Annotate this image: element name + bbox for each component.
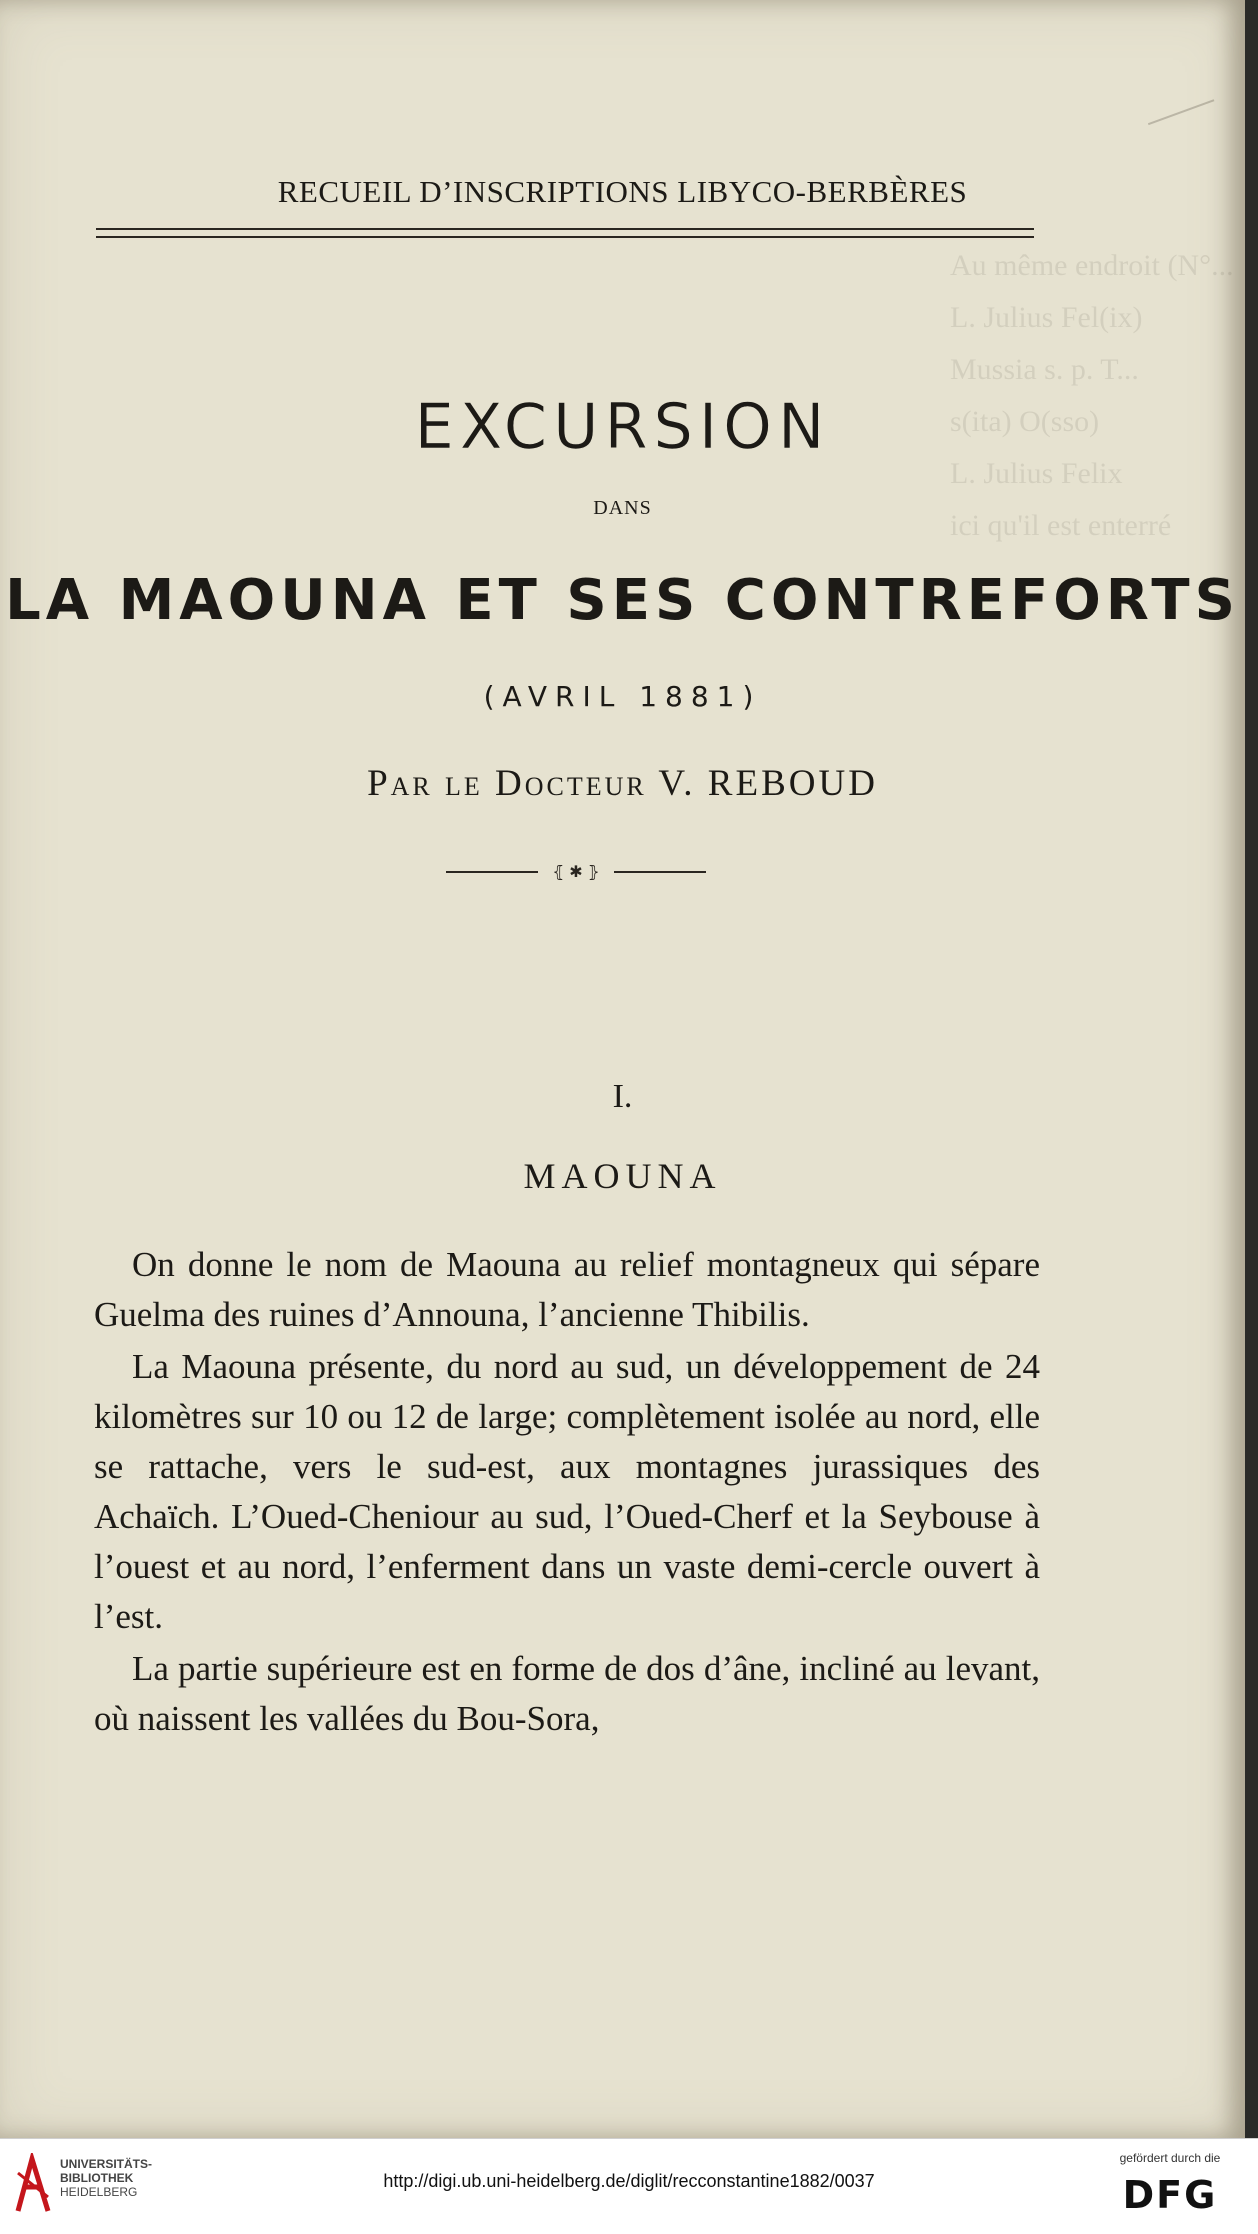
paragraph: La Maouna présente, du nord au sud, un développement de 24 kilomètres sur 10 ou 12 de large; complètement isolée au nord, elle se rattache, vers le sud-est, aux montagnes jurassiques des Achaïch. L’Oued-Cheniour au sud, l’Oued-Cherf et la Seybouse à l’ouest et au nord, l’enferment dans un vaste demi-cercle ouvert à l’est. [94,1347,1040,1636]
dfg-logo[interactable]: DFG [1122,2173,1218,2217]
margin-mark [1148,99,1228,162]
title-connector: DANS [593,497,652,519]
article-author: Par le Docteur V. REBOUD [367,763,878,804]
body-text [94,1240,1040,1744]
running-header: RECUEIL D’INSCRIPTIONS LIBYCO-BERBÈRES [277,174,968,209]
permalink[interactable]: http://digi.ub.uni-heidelberg.de/diglit/recconstantine1882/0037 [383,2171,875,2191]
library-line: BIBLIOTHEK [60,2171,134,2185]
section-title: MAOUNA [523,1156,722,1196]
header-rule-top [96,228,1034,230]
paragraph: La partie supérieure est en forme de dos d’âne, incliné au levant, où naissent les vallées du Bou-Sora, [94,1649,1040,1738]
bleed-through-text: Au même endroit (N°... L. Julius Fel(ix) Mussia s. p. T... s(ita) O(sso) L. Julius Felix ici qu'il est enterré [950,249,1234,542]
viewer-footer [0,2138,1258,2234]
article-subtitle: LA MAOUNA ET SES CONTREFORTS [5,568,1240,633]
library-line: UNIVERSITÄTS- [60,2157,153,2171]
article-title: EXCURSION [414,390,831,463]
header-rule-bottom [96,236,1034,238]
library-line: HEIDELBERG [60,2185,138,2199]
funded-by-label: gefördert durch die [1119,2151,1221,2165]
section-number: I. [612,1078,633,1115]
paragraph: On donne le nom de Maouna au relief montagneux qui sépare Guelma des ruines d’Announa, l’ancienne Thibilis. [94,1245,1040,1334]
article-date: (AVRIL 1881) [483,680,762,713]
ornament-divider: ⦃ ✱ ⦄ [446,862,706,882]
